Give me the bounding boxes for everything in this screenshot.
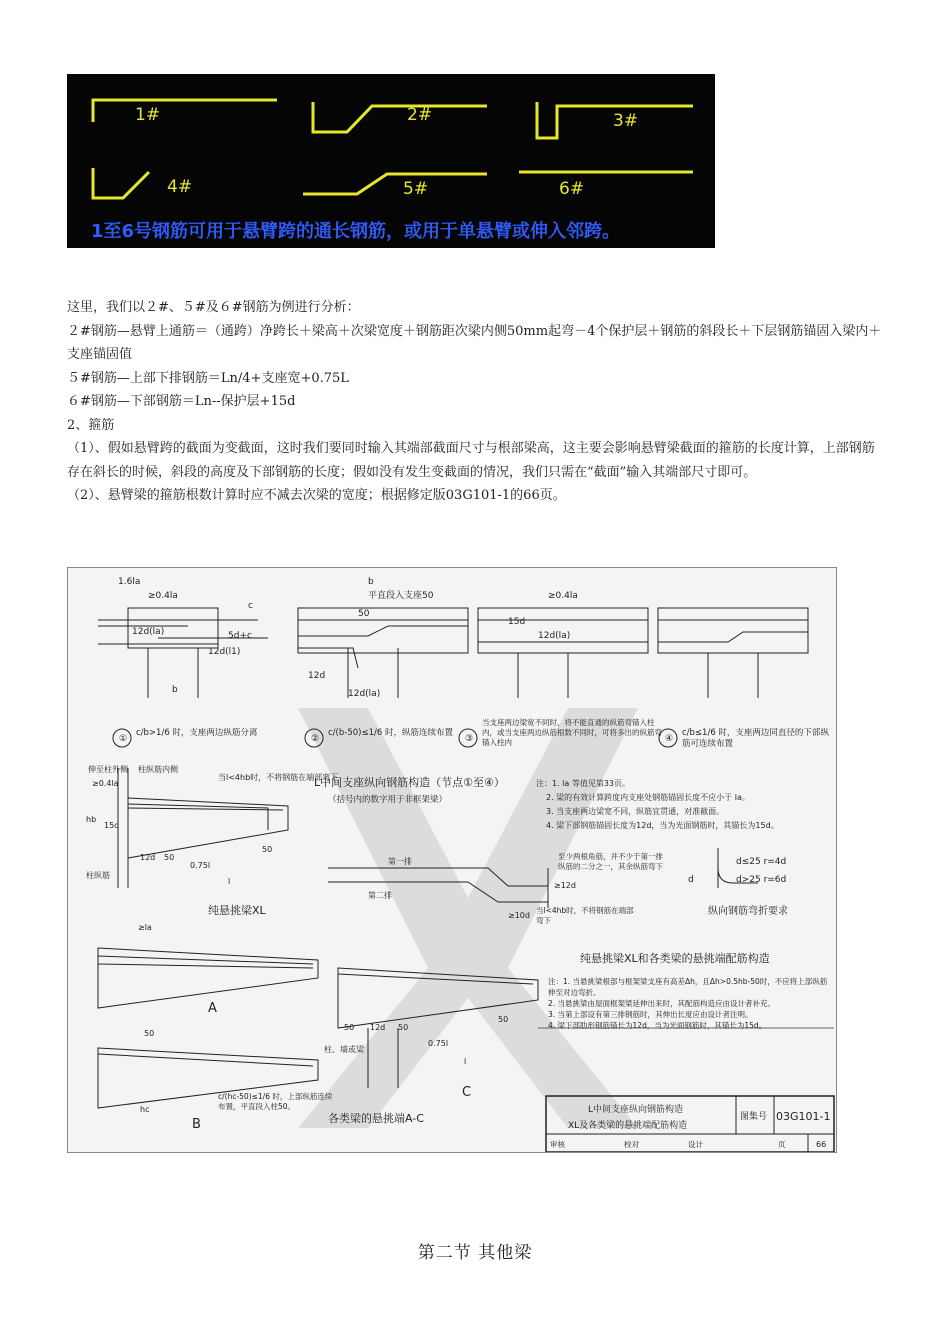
note-r-4: 4. 梁下部肋形钢筋锚长为12d，当为光面钢筋时，其锚长为15d。 bbox=[548, 1021, 767, 1030]
title-block-review: 审核 bbox=[550, 1140, 565, 1149]
note-r-3: 3. 当第上部设有第三排钢筋时，其伸出长度应由设计者注明。 bbox=[548, 1010, 753, 1019]
right-heading: 纯悬挑梁XL和各类梁的悬挑端配筋构造 bbox=[580, 952, 770, 965]
title-block-atlas-label: 图集号 bbox=[740, 1112, 768, 1122]
heading-l: L中间支座纵向钢筋构造（节点①至④） bbox=[314, 776, 505, 789]
xl-label-inner: 柱纵筋内侧 bbox=[138, 765, 178, 774]
xl-label-15d: 15d bbox=[104, 821, 120, 830]
note-l-4: 4. 梁下部钢筋锚固长度为12d，当为光面钢筋时，其锚长为15d。 bbox=[546, 821, 779, 830]
detail-dim-12d: 12d bbox=[370, 1023, 386, 1032]
mid-label-row1: 第一排 bbox=[388, 857, 412, 866]
rebar-types-figure bbox=[67, 74, 715, 248]
title-block-title2: XL及各类梁的悬挑端配筋构造 bbox=[568, 1121, 688, 1131]
title-block-design: 设计 bbox=[688, 1140, 703, 1149]
analysis-text bbox=[67, 296, 887, 508]
paragraph-stirrup-2: （2）、悬臂梁的箍筋根数计算时应不减去次梁的宽度；根据修定版03G101-1的66页。 bbox=[67, 488, 566, 503]
dim-b-1: b bbox=[172, 685, 178, 695]
dim-c: c bbox=[248, 601, 253, 611]
bend-title: 纵向钢筋弯折要求 bbox=[708, 906, 788, 917]
detail-label-b-note: c/(hc-50)≤1/6 时，上部纵筋连续布置，平直段入柱50。 bbox=[218, 1092, 333, 1111]
rebar-shape-5 bbox=[303, 174, 487, 194]
bend-d: d bbox=[688, 875, 694, 885]
paragraph-intro: 这里，我们以２#、５#及６#钢筋为例进行分析： bbox=[67, 300, 360, 315]
title-block-page-label: 页 bbox=[778, 1140, 786, 1149]
dim-0-4la: ≥0.4la bbox=[148, 591, 178, 601]
xl-label-50a: 50 bbox=[164, 853, 175, 862]
xl-label-0-75l: 0.75l bbox=[190, 861, 211, 870]
paragraph-stirrup-1: （1）、假如悬臂跨的截面为变截面，这时我们要同时输入其端部截面尺寸与根部梁高，这主要会影响悬臂梁截面的箍筋的长度计算，上部钢筋存在斜长的时候，斜段的高度及下部钢筋的长度；假如没有发生变截面的情况，我们只需在“截面”输入其端部尺寸即可。 bbox=[67, 441, 875, 480]
dim-15d-3: 15d bbox=[508, 617, 526, 627]
detail-text-1: c/b>1/6 时，支座两边纵筋分离 bbox=[136, 728, 258, 738]
mid-label-10d: ≥10d bbox=[508, 911, 530, 920]
xl-label-la: ≥la bbox=[138, 923, 152, 932]
xl-label-column: 柱纵筋 bbox=[86, 871, 110, 880]
dim-b-2: b bbox=[368, 577, 374, 587]
detail-dim-0-75l: 0.75l bbox=[428, 1039, 449, 1048]
note-r-1: 注：1. 当悬挑梁根部与框架梁支座有高差Δh，且Δh>0.5hb-50时，不应将上部纵筋伸至对边弯折。 bbox=[548, 977, 828, 997]
right-notes bbox=[548, 976, 828, 1031]
xl-label-12d: 12d bbox=[140, 853, 156, 862]
paragraph-stirrup-heading: 2、箍筋 bbox=[67, 417, 115, 433]
standard-drawing bbox=[68, 568, 836, 1152]
rebar-shape-4 bbox=[93, 168, 149, 198]
note-r-2: 2. 当悬挑梁由屋面框架梁延伸出来时，其配筋构造应由设计者补充。 bbox=[548, 999, 776, 1008]
detail-dim-50b: 50 bbox=[344, 1023, 355, 1032]
dim-straight-50: 平直段入支座50 bbox=[368, 591, 434, 601]
note-l-2: 2. 梁的有效计算跨度内支座处钢筋锚固长度不应小于 la。 bbox=[546, 793, 750, 802]
mid-label-row2: 第二排 bbox=[368, 891, 392, 900]
paragraph-rebar-6: ６#钢筋—下部钢筋＝Ln--保护层+15d bbox=[67, 394, 296, 409]
detail-label-support: 柱、墙或梁 bbox=[324, 1045, 364, 1054]
dim-12d-la-2: 12d(la) bbox=[348, 689, 381, 699]
title-block-atlas-no: 03G101-1 bbox=[776, 1110, 831, 1123]
standard-drawing-figure bbox=[67, 567, 837, 1153]
detail-dim-50a: 50 bbox=[144, 1029, 155, 1038]
section-title: 第二节 其他梁 bbox=[417, 1243, 533, 1263]
detail-label-a: A bbox=[208, 1001, 217, 1016]
xl-label-50b: 50 bbox=[262, 845, 273, 854]
dim-12d-2: 12d bbox=[308, 671, 326, 681]
detail-text-4: c/b≤1/6 时，支座两边同直径的下部纵筋可连续布置 bbox=[682, 728, 829, 749]
mid-label-l-note: 当l<4hb时，不将钢筋在端部弯下 bbox=[536, 906, 634, 925]
detail-label-c: C bbox=[462, 1085, 472, 1100]
paragraph-rebar-5: ５#钢筋—上部下排钢筋＝Ln/4+支座宽+0.75L bbox=[67, 370, 349, 386]
xl-label-0-4la: ≥0.4la bbox=[92, 779, 119, 788]
mid-label-corner-bars: 至少两根角筋，并不少于第一排纵筋的二分之一，其余纵筋弯下 bbox=[558, 852, 663, 871]
detail-text-3: 当支座两边梁宽不同时，将不能直通的纵筋弯锚入柱内，或当支座两边纵筋根数不同时，可将多出的纵筋弯锚入柱内 bbox=[482, 718, 662, 747]
dim-12d-la: 12d(la) bbox=[132, 627, 165, 637]
detail-text-2: c/(b-50)≤1/6 时，纵筋连续布置 bbox=[328, 728, 453, 738]
rebar-label-4: 4# bbox=[167, 177, 193, 197]
dim-12d-la-3: 12d(la) bbox=[538, 631, 571, 641]
caption-ac: 各类梁的悬挑端A-C bbox=[328, 1112, 424, 1125]
paragraph-rebar-2: ２#钢筋—悬臂上通筋＝（通跨）净跨长＋梁高＋次梁宽度＋钢筋距次梁内侧50mm起弯－4个保护层＋钢筋的斜段长＋下层钢筋锚固入梁内＋支座锚固值 bbox=[67, 323, 882, 362]
xl-title: 纯悬挑梁XL bbox=[208, 904, 266, 917]
heading-l-sub: （括号内的数字用于非框架梁） bbox=[328, 795, 448, 805]
xl-label-note: 当l<4hb时，不将钢筋在端部弯下 bbox=[218, 773, 339, 782]
cad-caption: 1至6号钢筋可用于悬臂跨的通长钢筋，或用于单悬臂或伸入邻跨。 bbox=[91, 221, 621, 242]
xl-label-outer: 伸至柱外侧 bbox=[88, 765, 128, 774]
rebar-label-1: 1# bbox=[135, 105, 161, 125]
rebar-types-drawing bbox=[67, 74, 715, 248]
title-block-check: 校对 bbox=[624, 1140, 639, 1149]
xl-label-l: l bbox=[228, 877, 231, 886]
rebar-shape-2 bbox=[313, 102, 487, 132]
xl-label-hb: hb bbox=[86, 815, 97, 824]
dim-0-4la-3: ≥0.4la bbox=[548, 591, 578, 601]
detail-label-b: B bbox=[192, 1117, 201, 1132]
mid-label-12d: ≥12d bbox=[554, 881, 576, 890]
bend-rule-1: d≤25 r=4d bbox=[736, 857, 787, 867]
rebar-label-2: 2# bbox=[407, 105, 433, 125]
detail-num-2: ② bbox=[311, 734, 320, 744]
detail-num-3: ③ bbox=[465, 734, 474, 744]
rebar-label-5: 5# bbox=[403, 179, 429, 199]
rebar-label-3: 3# bbox=[613, 111, 639, 131]
dim-5d-c: 5d+c bbox=[228, 631, 252, 641]
rebar-shape-1 bbox=[93, 100, 277, 122]
note-l-3: 3. 当支座两边梁宽不同，纵筋宜贯通，对准截面。 bbox=[546, 807, 725, 816]
detail-dim-50d: 50 bbox=[498, 1015, 509, 1024]
detail-label-hc: hc bbox=[140, 1105, 150, 1114]
dim-1-6la: 1.6la bbox=[118, 577, 141, 587]
rebar-label-6: 6# bbox=[559, 179, 585, 199]
bend-rule-2: d>25 r=6d bbox=[736, 875, 787, 885]
detail-num-1: ① bbox=[119, 734, 128, 744]
dim-12d-l1: 12d(l1) bbox=[208, 647, 241, 657]
title-block-title1: L中间支座纵向钢筋构造 bbox=[588, 1105, 684, 1115]
detail-dim-50c: 50 bbox=[398, 1023, 409, 1032]
detail-dim-l: l bbox=[464, 1057, 467, 1066]
note-l-1: 注：1. la 等值见第33页。 bbox=[536, 779, 631, 788]
detail-num-4: ④ bbox=[665, 734, 674, 744]
title-block-page: 66 bbox=[816, 1140, 827, 1149]
dim-50-2: 50 bbox=[358, 609, 370, 619]
